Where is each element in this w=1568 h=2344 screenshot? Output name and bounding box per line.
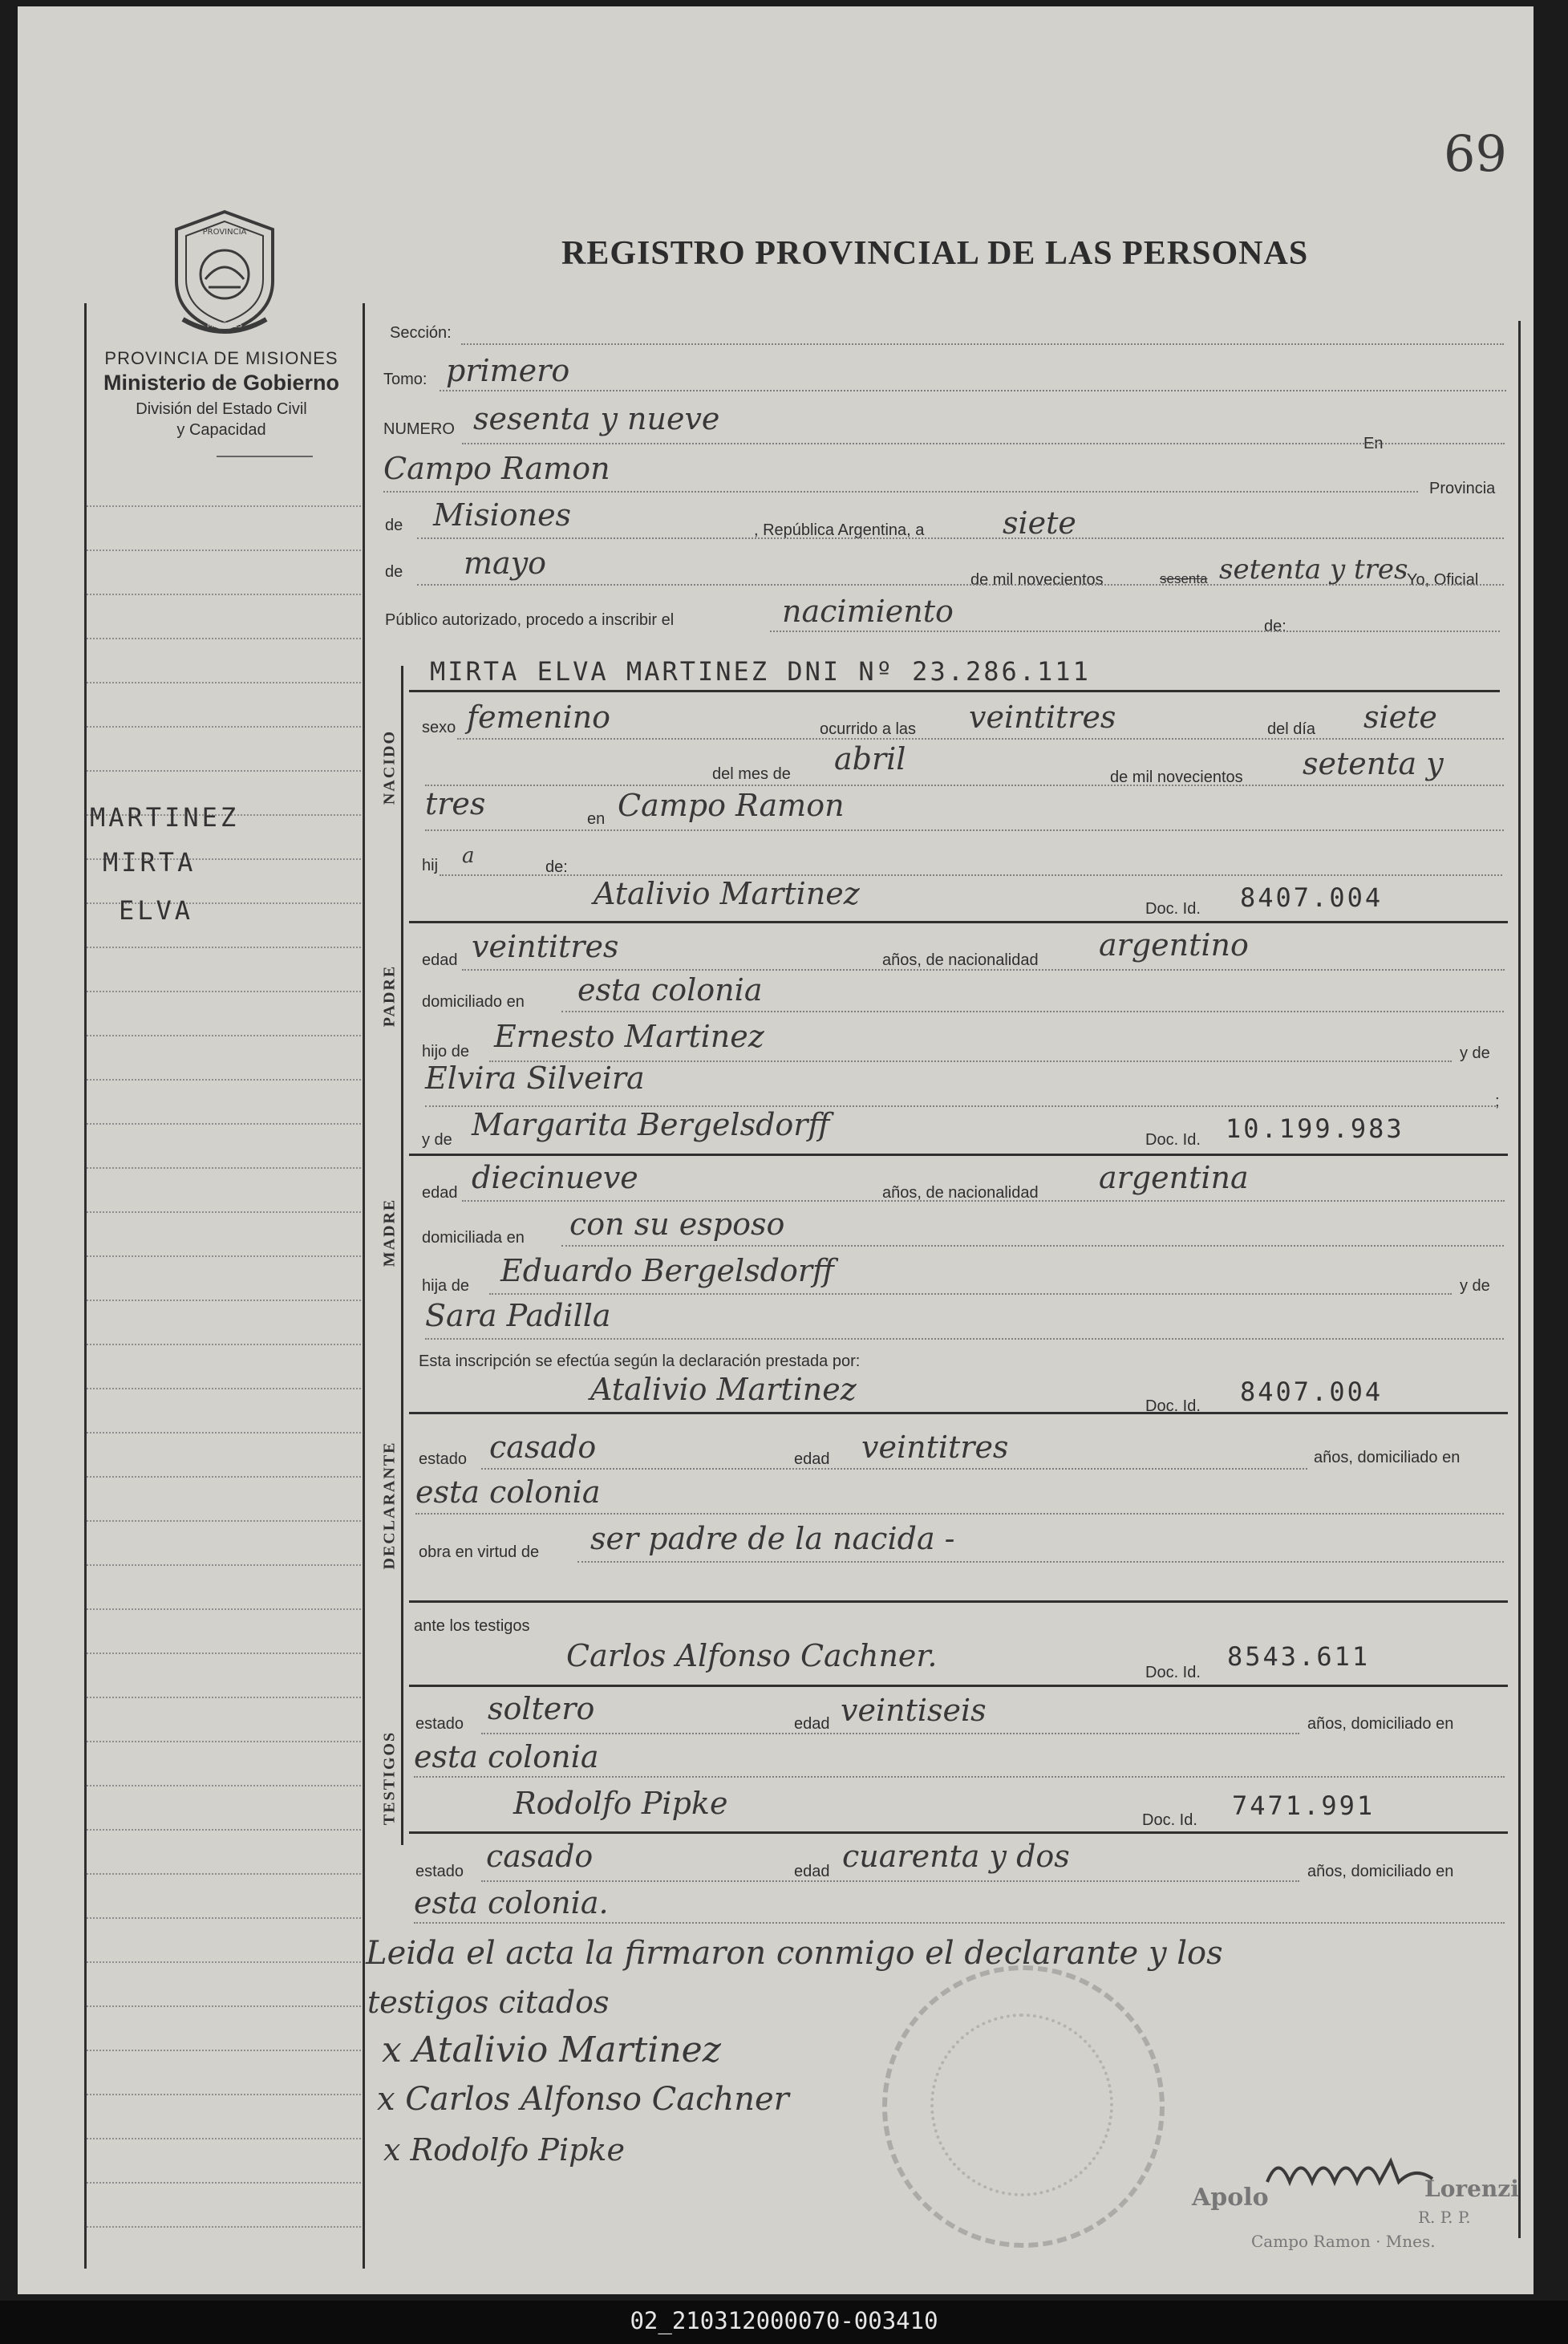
declarante-edad-label: edad <box>794 1450 830 1468</box>
mes-nac-value: abril <box>834 741 906 777</box>
section-rule-declarante-bottom <box>409 1600 1508 1603</box>
hij-label: hij <box>422 857 439 874</box>
declarante-doc-value: 8407.004 <box>1240 1377 1384 1407</box>
tomo-label: Tomo: <box>383 371 427 388</box>
declarante-virtud-value: ser padre de la nacida - <box>590 1521 955 1556</box>
en2-label: en <box>587 810 606 828</box>
signature-testigo1: x Carlos Alfonso Cachner <box>377 2081 789 2118</box>
fecha-line <box>417 584 1504 586</box>
padre-edad-label: edad <box>422 951 458 969</box>
margin-line <box>87 1741 361 1742</box>
margin-line <box>87 1785 361 1786</box>
section-rule-nacido-top <box>409 690 1500 692</box>
testigo2-dom-line <box>414 1922 1505 1924</box>
testigo2-estado-line <box>481 1880 1299 1882</box>
del-mes-label: del mes de <box>712 765 791 783</box>
margin-line <box>87 1476 361 1478</box>
image-identifier: 02_210312000070-003410 <box>630 2307 938 2334</box>
margin-line <box>87 1829 361 1831</box>
official-stamp-role: R. P. P. <box>1418 2208 1471 2227</box>
declarante-anios-label: años, domiciliado en <box>1314 1449 1461 1466</box>
section-rule-testigos-top <box>409 1685 1508 1687</box>
madre-y-de2-label: y de <box>1460 1277 1490 1295</box>
margin-line <box>87 2138 361 2139</box>
section-label-testigos: TESTIGOS <box>380 1730 399 1826</box>
margin-line <box>87 682 361 683</box>
testigo1-estado-line <box>481 1733 1299 1734</box>
tomo-value: primero <box>446 353 570 388</box>
margin-line <box>87 2050 361 2051</box>
section-label-declarante: DECLARANTE <box>380 1441 399 1570</box>
margin-line <box>87 1167 361 1169</box>
sexo-line <box>457 738 1504 740</box>
official-stamp-surname: Lorenzi <box>1424 2176 1519 2202</box>
testigo1-estado-label: estado <box>415 1715 464 1733</box>
de4-label: de: <box>545 858 568 876</box>
testigo1-edad-value: veintiseis <box>841 1693 987 1728</box>
section-rule-declarante-top <box>409 1412 1508 1414</box>
madre-nombre: Margarita Bergelsdorff <box>472 1107 830 1142</box>
signature-declarante: x Atalivio Martinez <box>382 2030 721 2070</box>
padre-hijo-label: hijo de <box>422 1043 469 1060</box>
testigo2-doc-value: 7471.991 <box>1232 1790 1376 1821</box>
section-label-padre: PADRE <box>380 964 399 1028</box>
en-label: En <box>1363 435 1384 452</box>
numero-label: NUMERO <box>383 420 455 438</box>
dia-value: siete <box>1003 505 1076 541</box>
margin-border-right <box>363 303 365 2269</box>
obra-label: obra en virtud de <box>419 1543 540 1561</box>
de2-label: de <box>385 563 403 581</box>
section-divider <box>401 666 403 1845</box>
margin-line <box>87 1211 361 1213</box>
acto-value: nacimiento <box>782 594 954 629</box>
dia-nac-value: siete <box>1363 700 1437 735</box>
testigo1-doc-label: Doc. Id. <box>1145 1664 1201 1681</box>
declarante-dom-value: esta colonia <box>415 1474 601 1510</box>
section-label-madre: MADRE <box>380 1198 399 1267</box>
signature-testigo2: x Rodolfo Pipke <box>383 2132 625 2168</box>
de-mil2-label: de mil novecientos <box>1110 768 1243 786</box>
testigo1-edad-label: edad <box>794 1715 830 1733</box>
seccion-line <box>461 343 1504 345</box>
lugar-value: Campo Ramon <box>383 451 610 486</box>
hij-suffix-value: a <box>462 844 475 868</box>
madre-y-de-label: y de <box>422 1131 452 1149</box>
padre-semicolon-label: ; <box>1495 1093 1500 1110</box>
svg-text:PROVINCIA: PROVINCIA <box>202 228 247 237</box>
madre-dom-value: con su esposo <box>569 1206 785 1242</box>
declarante-estado-value: casado <box>489 1430 597 1465</box>
testigo2-estado-value: casado <box>486 1839 594 1874</box>
division-line-2: y Capacidad <box>176 421 266 439</box>
de-label: de <box>385 517 403 534</box>
declarante-doc-label: Doc. Id. <box>1145 1397 1201 1415</box>
lugar-line <box>383 491 1418 493</box>
section-rule-madre-top <box>409 1154 1508 1156</box>
margin-line <box>87 550 361 551</box>
padre-edad-value: veintitres <box>472 929 619 964</box>
padre-doc-label: Doc. Id. <box>1145 900 1201 918</box>
madre-nac-value: argentina <box>1099 1160 1249 1195</box>
ministry-name: Ministerio de Gobierno <box>103 371 340 395</box>
del-dia-label: del día <box>1267 720 1316 738</box>
margin-note-middle-name: ELVA <box>119 895 194 926</box>
madre-edad-label: edad <box>422 1184 458 1202</box>
testigo2-doc-label: Doc. Id. <box>1142 1811 1197 1829</box>
page-number: 69 <box>1444 124 1507 183</box>
declarante-estado-label: estado <box>419 1450 468 1468</box>
margin-line <box>87 1653 361 1654</box>
margin-line <box>87 1917 361 1919</box>
inscripcion-label: Esta inscripción se efectúa según la declaración prestada por: <box>419 1352 861 1370</box>
padre-padre-value: Ernesto Martinez <box>494 1019 764 1054</box>
numero-value: sesenta y nueve <box>473 401 720 436</box>
padre-anios-label: años, de nacionalidad <box>882 951 1039 969</box>
anio-nac1-value: setenta y <box>1303 746 1444 781</box>
padre-dom-label: domiciliado en <box>422 993 525 1011</box>
declarante-dom-line <box>415 1513 1504 1515</box>
padre-dom-line <box>561 1011 1504 1012</box>
mes-nac-line <box>425 785 1504 786</box>
madre-dom-line <box>561 1245 1504 1247</box>
issuing-authority <box>80 348 363 440</box>
margin-border-left <box>84 303 87 2269</box>
testigo1-anios-label: años, domiciliado en <box>1307 1715 1454 1733</box>
republica-label: , República Argentina, a <box>754 521 925 539</box>
testigo2-nombre: Rodolfo Pipke <box>513 1786 728 1821</box>
margin-line <box>87 726 361 728</box>
margin-line <box>87 1035 361 1036</box>
padre-madre-value: Elvira Silveira <box>425 1060 645 1096</box>
provincia-value: Misiones <box>433 497 572 533</box>
official-stamp-place: Campo Ramon · Mnes. <box>1251 2232 1436 2251</box>
margin-line <box>87 594 361 595</box>
padre-dom-value: esta colonia <box>577 972 763 1008</box>
province-seal <box>167 207 282 335</box>
testigo1-dom-value: esta colonia <box>414 1739 599 1774</box>
declarante-edad-value: veintitres <box>861 1430 1009 1465</box>
margin-line <box>87 638 361 639</box>
madre-doc-label: Doc. Id. <box>1145 1131 1201 1149</box>
lugar-nac-line <box>425 829 1504 831</box>
madre-doc-value: 10.199.983 <box>1226 1113 1404 1144</box>
declarante-nombre: Atalivio Martinez <box>590 1372 857 1407</box>
testigo1-estado-value: soltero <box>488 1691 595 1726</box>
margin-line <box>87 770 361 772</box>
margin-line <box>87 2005 361 2007</box>
padre-doc-value: 8407.004 <box>1240 882 1384 913</box>
testigo2-edad-value: cuarenta y dos <box>842 1839 1070 1874</box>
yo-oficial-label: Yo, Oficial <box>1407 571 1479 589</box>
testigo2-edad-label: edad <box>794 1863 830 1880</box>
margin-line <box>87 1432 361 1434</box>
margin-line <box>87 1255 361 1257</box>
padre-y-de-label: y de <box>1460 1044 1490 1062</box>
hora-value: veintitres <box>969 700 1116 735</box>
madre-anios-label: años, de nacionalidad <box>882 1184 1039 1202</box>
section-label-nacido: NACIDO <box>380 729 399 805</box>
margin-line <box>87 1123 361 1125</box>
official-signature <box>1262 2150 1439 2207</box>
margin-line <box>87 2094 361 2095</box>
anio-nac2-value: tres <box>425 786 486 821</box>
testigo2-anios-label: años, domiciliado en <box>1307 1863 1454 1880</box>
margin-note-surname: MARTINEZ <box>90 802 240 833</box>
madre-dom-label: domiciliada en <box>422 1229 525 1247</box>
padre-nombre: Atalivio Martinez <box>594 876 860 911</box>
provincia-line <box>417 537 1504 539</box>
anio-value: setenta y tres <box>1219 554 1408 586</box>
margin-line <box>87 1608 361 1610</box>
margin-line <box>87 1961 361 1963</box>
madre-hija-label: hija de <box>422 1277 469 1295</box>
margin-line <box>87 1873 361 1875</box>
provincia-label: Provincia <box>1429 480 1496 497</box>
lugar-nac-value: Campo Ramon <box>618 788 845 823</box>
testigo1-nombre: Carlos Alfonso Cachner. <box>566 1638 938 1673</box>
margin-line <box>87 2182 361 2184</box>
form-border-right <box>1518 321 1521 2238</box>
official-stamp-name: Apolo <box>1192 2184 1269 2212</box>
section-rule-padre-top <box>409 921 1508 923</box>
margin-line <box>87 2226 361 2228</box>
obra-line <box>577 1561 1504 1563</box>
padre-edad-line <box>462 969 1505 971</box>
testigo1-dom-line <box>414 1776 1505 1778</box>
margin-line <box>87 947 361 948</box>
margin-line <box>87 505 361 507</box>
madre-edad-line <box>462 1200 1505 1202</box>
testigo2-estado-label: estado <box>415 1863 464 1880</box>
margin-line <box>87 1520 361 1522</box>
declarante-estado-line <box>481 1468 1307 1470</box>
mes-value: mayo <box>464 545 547 581</box>
testigo1-doc-value: 8543.611 <box>1227 1641 1371 1672</box>
padre-nac-value: argentino <box>1099 927 1249 963</box>
numero-line <box>462 443 1505 444</box>
testigo2-dom-value: esta colonia. <box>414 1885 609 1920</box>
de3-label: de: <box>1264 618 1286 635</box>
header-divider <box>217 456 313 457</box>
closing-line-1: Leida el acta la firmaron conmigo el declarante y los <box>366 1935 1223 1972</box>
official-seal-stamp-inner <box>930 2013 1113 2196</box>
madre-padre-value: Eduardo Bergelsdorff <box>500 1253 834 1288</box>
sexo-value: femenino <box>467 700 611 735</box>
margin-line <box>87 991 361 992</box>
document-title: REGISTRO PROVINCIAL DE LAS PERSONAS <box>561 235 1309 272</box>
margin-line <box>87 1697 361 1698</box>
madre-madre-value: Sara Padilla <box>425 1298 611 1333</box>
madre-madre-line <box>425 1338 1504 1340</box>
acto-line <box>770 631 1500 632</box>
margin-line <box>87 1388 361 1389</box>
division-line-1: División del Estado Civil <box>136 400 307 418</box>
seccion-label: Sección: <box>390 324 452 342</box>
margin-line <box>87 1344 361 1345</box>
ante-label: ante los testigos <box>414 1617 530 1635</box>
margin-line <box>87 1564 361 1566</box>
publico-label: Público autorizado, procedo a inscribir el <box>385 611 675 629</box>
nacido-nombre: MIRTA ELVA MARTINEZ DNI Nº 23.286.111 <box>430 656 1091 687</box>
closing-line-2: testigos citados <box>367 1985 610 2020</box>
de-mil-label: de mil novecientos <box>970 571 1104 589</box>
sexo-label: sexo <box>422 719 456 736</box>
margin-line <box>87 1300 361 1301</box>
section-rule-testigos-mid <box>409 1831 1508 1834</box>
madre-hija-line <box>489 1293 1452 1295</box>
margin-line <box>87 1079 361 1081</box>
svg-text:MISIONES: MISIONES <box>206 322 243 330</box>
ocurrido-label: ocurrido a las <box>820 720 917 738</box>
madre-edad-value: diecinueve <box>472 1160 638 1195</box>
sesenta-struck-label: sesenta <box>1160 571 1208 586</box>
tomo-line <box>440 390 1506 391</box>
margin-note-first-name: MIRTA <box>103 847 197 878</box>
province-name: PROVINCIA DE MISIONES <box>104 348 338 368</box>
